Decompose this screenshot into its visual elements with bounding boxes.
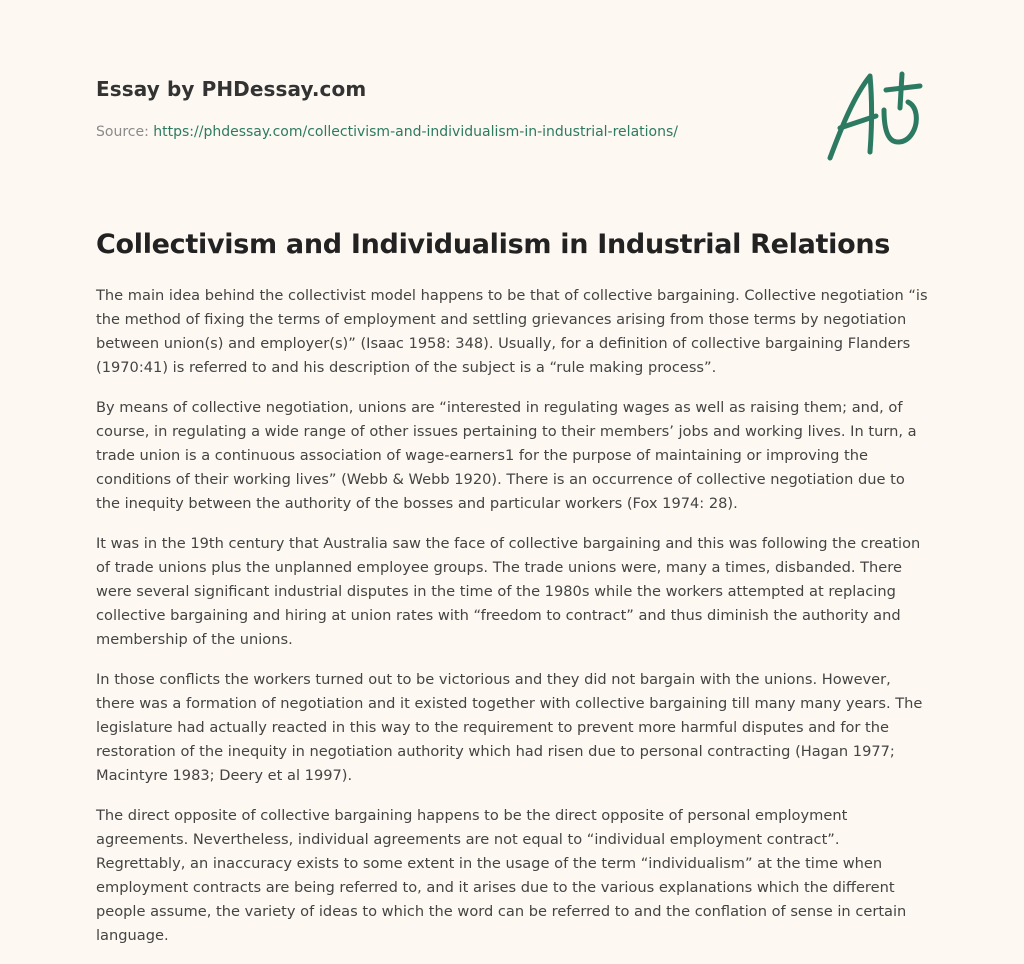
a-plus-logo-icon <box>826 66 926 166</box>
article-paragraph: In those conflicts the workers turned out to be victorious and they did not bargain with the unions. However, there was a formation of negotiation and it existed together with collective bargaining till many many years. The legislature had actually reacted in this way to the requirement to prevent more harmful disputes and for the restoration of the inequity in negotiation authority which had risen due to personal contracting (Hagan 1977; Macintyre 1983; Deery et al 1997). <box>96 671 923 784</box>
article-paragraph: By means of collective negotiation, unions are “interested in regulating wages as well as raising them; and, of course, in regulating a wide range of other issues pertaining to their members’ jobs and working lives. In turn, a trade union is a continuous association of wage-earners1 for the purpose of maintaining or improving the conditions of their working lives” (Webb & Webb 1920). There is an occurrence of collective negotiation due to the inequity between the authority of the bosses and particular workers (Fox 1974: 28). <box>96 399 917 512</box>
source-line <box>96 124 678 140</box>
article-paragraph: The main idea behind the collectivist model happens to be that of collective bargaining. Collective negotiation “is the method of fixing the terms of employment and settling grievances arising from those terms by negotiation between union(s) and employer(s)” (Isaac 1958: 348). Usually, for a definition of collective bargaining Flanders (1970:41) is referred to and his description of the subject is a “rule making process”. <box>96 287 928 376</box>
source-label: Source: <box>96 124 154 140</box>
article-body <box>96 284 930 964</box>
article-title: Collectivism and Individualism in Industrial Relations <box>96 229 891 260</box>
site-brand: Essay by PHDessay.com <box>96 77 367 101</box>
page-header <box>96 0 928 200</box>
article-paragraph: It was in the 19th century that Australia saw the face of collective bargaining and this was following the creation of trade unions plus the unplanned employee groups. The trade unions were, many a times, disbanded. There were several significant industrial disputes in the time of the 1980s while the workers attempted at replacing collective bargaining and hiring at union rates with “freedom to contract” and thus diminish the authority and membership of the unions. <box>96 535 921 648</box>
article-paragraph: The direct opposite of collective bargaining happens to be the direct opposite of personal employment agreements. Nevertheless, individual agreements are not equal to “individual employment contract”. Regrettably, an inaccuracy exists to some extent in the usage of the term “individualism” at the time when employment contracts are being referred to, and it arises due to the various explanations which the different people assume, the variety of ideas to which the word can be referred to and the conflation of sense in certain language. <box>96 807 907 944</box>
source-link[interactable]: https://phdessay.com/collectivism-and-individualism-in-industrial-relations/ <box>153 124 678 140</box>
